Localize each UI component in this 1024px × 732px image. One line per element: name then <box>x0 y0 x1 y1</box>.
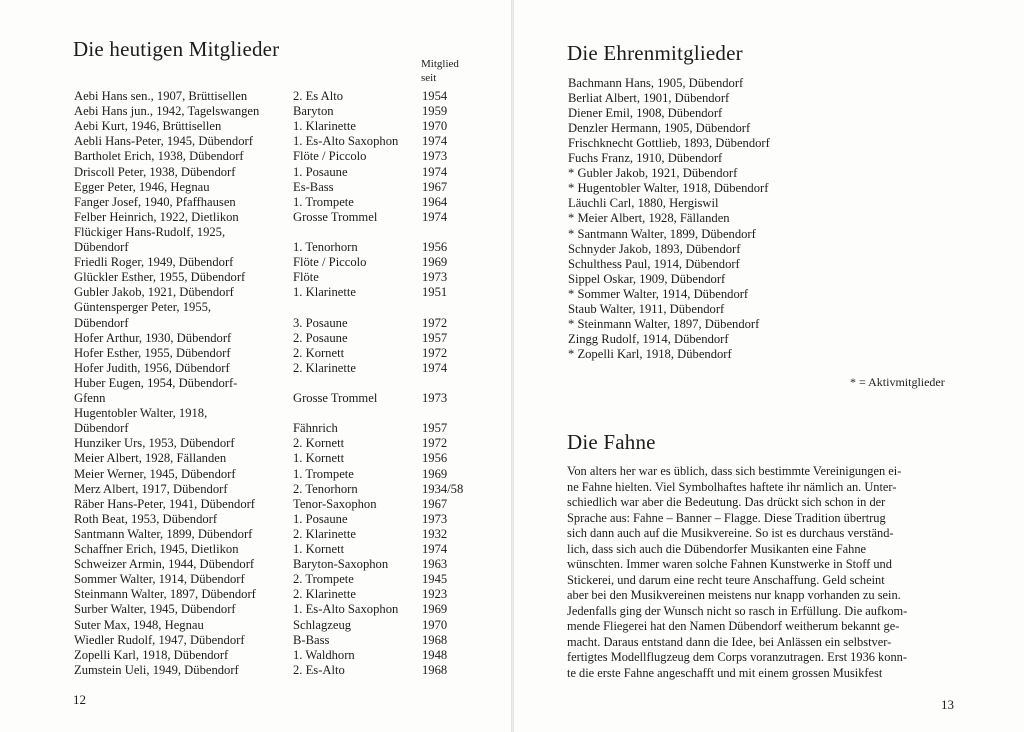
member-since: 1959 <box>422 104 448 119</box>
table-row <box>74 482 484 497</box>
member-instrument: 3. Posaune <box>293 315 348 330</box>
member-instrument: 1. Waldhorn <box>293 647 355 662</box>
list-item: Staub Walter, 1911, Dübendorf <box>568 301 725 316</box>
member-instrument: 1. Es-Alto Saxophon <box>293 134 399 149</box>
page-title: Die heutigen Mitglieder <box>73 37 280 61</box>
table-row <box>74 376 484 391</box>
paragraph-line: mende Fliegerei hat den Namen Dübendorf weitherum bekannt ge- <box>567 619 900 633</box>
member-since: 1956 <box>422 240 448 254</box>
paragraph-line: Jedenfalls ging der Wunsch nicht so rasch in Erfüllung. Die aufkom- <box>567 603 908 618</box>
member-since: 1973 <box>422 391 448 405</box>
table-row <box>74 467 484 482</box>
member-name: Zumstein Ueli, 1949, Dübendorf <box>74 662 239 677</box>
member-instrument: 2. Klarinette <box>293 526 356 541</box>
member-name: Felber Heinrich, 1922, Dietlikon <box>74 209 239 224</box>
table-row <box>74 633 484 648</box>
member-name: Güntensperger Peter, 1955, <box>74 300 212 315</box>
member-name: Aebli Hans-Peter, 1945, Dübendorf <box>74 134 253 149</box>
member-instrument: 2. Klarinette <box>293 360 356 375</box>
member-name: Suter Max, 1948, Hegnau <box>74 617 204 632</box>
member-since: 1969 <box>422 602 448 617</box>
member-since: 1974 <box>422 542 448 556</box>
member-since: 1973 <box>422 270 448 285</box>
list-item: * Hugentobler Walter, 1918, Dübendorf <box>568 181 769 196</box>
member-name: Santmann Walter, 1899, Dübendorf <box>74 526 253 541</box>
member-since: 1945 <box>422 572 448 587</box>
member-instrument: Baryton-Saxophon <box>293 557 389 572</box>
list-item: Frischknecht Gottlieb, 1893, Dübendorf <box>568 136 770 151</box>
member-since: 1956 <box>422 451 448 466</box>
member-name: Meier Werner, 1945, Dübendorf <box>74 466 236 481</box>
table-row <box>74 210 484 225</box>
table-row <box>74 587 484 602</box>
table-row <box>74 89 484 104</box>
member-name: Zopelli Karl, 1918, Dübendorf <box>74 647 229 662</box>
member-since: 1973 <box>422 149 448 164</box>
member-name: Dübendorf <box>74 315 129 330</box>
column-header-member-since <box>421 57 459 85</box>
member-name: Huber Eugen, 1954, Dübendorf- <box>74 375 238 390</box>
member-since: 1974 <box>422 134 448 149</box>
member-instrument: 1. Trompete <box>293 466 354 481</box>
member-since: 1963 <box>422 557 448 572</box>
list-item: Denzler Hermann, 1905, Dübendorf <box>568 121 751 136</box>
member-name: Wiedler Rudolf, 1947, Dübendorf <box>74 632 245 647</box>
member-name: Gubler Jakob, 1921, Dübendorf <box>74 285 234 300</box>
member-instrument: Flöte <box>293 270 319 285</box>
table-row <box>74 557 484 572</box>
table-row <box>74 165 484 180</box>
page-number: 12 <box>73 692 86 707</box>
table-row <box>74 300 484 315</box>
member-name: Surber Walter, 1945, Dübendorf <box>74 602 236 617</box>
member-name: Gfenn <box>74 391 106 405</box>
list-item: * Zopelli Karl, 1918, Dübendorf <box>568 346 732 361</box>
member-since: 1970 <box>422 617 448 632</box>
member-name: Sommer Walter, 1914, Dübendorf <box>74 572 245 587</box>
member-since: 1968 <box>422 632 448 647</box>
paragraph-line: lich, dass sich auch die Dübendorfer Musikanten eine Fahne <box>567 541 867 556</box>
member-name: Hofer Esther, 1955, Dübendorf <box>74 345 231 360</box>
table-row <box>74 618 484 633</box>
paragraph-line: Von alters her war es üblich, dass sich bestimmte Vereinigungen ei- <box>567 464 902 478</box>
table-row <box>74 391 484 406</box>
paragraph-line: te die erste Fahne angeschafft und mit einem grossen Musikfest <box>567 665 883 680</box>
member-name: Schweizer Armin, 1944, Dübendorf <box>74 557 255 572</box>
paragraph-line: ne Fahne hielten. Viel Symbolhaftes haftete ihr nämlich an. Unter- <box>567 479 897 494</box>
member-since: 1972 <box>422 315 448 330</box>
member-instrument: Baryton <box>293 104 334 119</box>
member-instrument: 1. Posaune <box>293 164 348 179</box>
member-instrument: B-Bass <box>293 632 330 647</box>
member-instrument: 2. Tenorhorn <box>293 481 358 496</box>
table-row <box>74 512 484 527</box>
member-name: Hugentobler Walter, 1918, <box>74 406 208 421</box>
member-instrument: 2. Trompete <box>293 572 354 587</box>
member-instrument: Tenor-Saxophon <box>293 496 377 511</box>
member-since: 1974 <box>422 164 448 179</box>
member-name: Räber Hans-Peter, 1941, Dübendorf <box>74 496 256 511</box>
member-name: Aebi Kurt, 1946, Brüttisellen <box>74 119 222 134</box>
list-item: Berliat Albert, 1901, Dübendorf <box>568 91 730 106</box>
section-title: Die Fahne <box>567 430 656 454</box>
member-since: 1974 <box>422 209 448 224</box>
paragraph-line: Sprache aus: Fahne – Banner – Flagge. Diese Tradition übertrug <box>567 510 886 525</box>
table-row <box>74 331 484 346</box>
member-name: Dübendorf <box>74 240 129 254</box>
member-instrument: 1. Kornett <box>293 542 345 556</box>
member-since: 1923 <box>422 587 448 602</box>
member-since: 1970 <box>422 119 448 134</box>
member-name: Dübendorf <box>74 421 129 436</box>
member-name: Hunziker Urs, 1953, Dübendorf <box>74 436 235 451</box>
list-item: * Santmann Walter, 1899, Dübendorf <box>568 226 756 241</box>
footnote: * = Aktivmitglieder <box>850 375 945 389</box>
table-row <box>74 119 484 134</box>
member-name: Merz Albert, 1917, Dübendorf <box>74 481 228 496</box>
table-row <box>74 270 484 285</box>
member-name: Glückler Esther, 1955, Dübendorf <box>74 270 246 285</box>
table-row <box>74 316 484 331</box>
table-row <box>74 180 484 195</box>
member-since: 1968 <box>422 662 448 677</box>
table-row <box>74 406 484 421</box>
member-since: 1934/58 <box>422 481 464 496</box>
table-row <box>74 572 484 587</box>
member-instrument: 2. Kornett <box>293 345 345 360</box>
member-instrument: 1. Klarinette <box>293 119 356 134</box>
table-row <box>74 451 484 466</box>
table-row <box>74 134 484 149</box>
table-row <box>74 104 484 119</box>
member-since: 1969 <box>422 255 448 270</box>
list-item: Bachmann Hans, 1905, Dübendorf <box>568 76 744 90</box>
list-item: * Gubler Jakob, 1921, Dübendorf <box>568 166 738 181</box>
list-item: Sippel Oskar, 1909, Dübendorf <box>568 271 726 286</box>
member-since: 1974 <box>422 360 448 375</box>
paragraph-line: sich dann auch auf die Musikvereine. So ist es durchaus verständ- <box>567 526 894 540</box>
member-instrument: 1. Trompete <box>293 194 354 209</box>
table-row <box>74 527 484 542</box>
paragraph-line: schiedlich war aber die Bedeutung. Das drückt sich schon in der <box>567 495 886 509</box>
member-name: Steinmann Walter, 1897, Dübendorf <box>74 587 256 602</box>
list-item: Diener Emil, 1908, Dübendorf <box>568 106 723 121</box>
list-item: Zingg Rudolf, 1914, Dübendorf <box>568 331 729 346</box>
list-item: * Steinmann Walter, 1897, Dübendorf <box>568 316 760 331</box>
table-row <box>74 346 484 361</box>
member-name: Flückiger Hans-Rudolf, 1925, <box>74 224 226 239</box>
member-instrument: Flöte / Piccolo <box>293 149 367 164</box>
table-row <box>74 361 484 376</box>
member-instrument: 1. Klarinette <box>293 285 356 300</box>
list-item: * Meier Albert, 1928, Fällanden <box>568 211 730 226</box>
member-instrument: 1. Tenorhorn <box>293 240 358 254</box>
table-row <box>74 255 484 270</box>
table-row <box>74 240 484 255</box>
member-instrument: 2. Es-Alto <box>293 662 345 677</box>
paragraph-line: aber bei den Musikvereinen meistens nur knapp vorhanden zu sein. <box>567 588 901 602</box>
list-item: Schulthess Paul, 1914, Dübendorf <box>568 256 740 271</box>
list-item: * Sommer Walter, 1914, Dübendorf <box>568 286 749 301</box>
member-instrument: Es-Bass <box>293 179 334 194</box>
page-number: 13 <box>941 697 954 712</box>
paragraph-line: wünschten. Immer waren solche Fahnen Kunstwerke in Stoff und <box>567 557 892 571</box>
table-row <box>74 225 484 240</box>
page-title: Die Ehrenmitglieder <box>567 41 743 65</box>
member-since: 1951 <box>422 285 448 300</box>
member-since: 1957 <box>422 421 448 436</box>
member-since: 1973 <box>422 511 448 526</box>
paragraph-line: Stickerei, und darum eine recht teure Anschaffung. Geld scheint <box>567 572 885 587</box>
member-name: Egger Peter, 1946, Hegnau <box>74 179 210 194</box>
member-name: Aebi Hans jun., 1942, Tagelswangen <box>74 104 260 119</box>
member-instrument: Grosse Trommel <box>293 209 378 224</box>
member-since: 1967 <box>422 179 448 194</box>
member-name: Driscoll Peter, 1938, Dübendorf <box>74 164 236 179</box>
member-since: 1972 <box>422 345 448 360</box>
member-instrument: 1. Posaune <box>293 511 348 526</box>
member-instrument: 2. Es Alto <box>293 89 344 103</box>
member-instrument: 2. Posaune <box>293 330 348 345</box>
member-name: Meier Albert, 1928, Fällanden <box>74 451 227 466</box>
member-name: Friedli Roger, 1949, Dübendorf <box>74 255 234 270</box>
member-name: Hofer Judith, 1956, Dübendorf <box>74 360 230 375</box>
member-name: Schaffner Erich, 1945, Dietlikon <box>74 542 239 556</box>
table-row <box>74 497 484 512</box>
member-since: 1967 <box>422 496 448 511</box>
column-header-line: Mitglied <box>421 58 459 70</box>
member-name: Aebi Hans sen., 1907, Brüttisellen <box>74 89 248 103</box>
member-instrument: 2. Kornett <box>293 436 345 451</box>
member-since: 1932 <box>422 526 448 541</box>
member-since: 1972 <box>422 436 448 451</box>
table-row <box>74 421 484 436</box>
member-instrument: Schlagzeug <box>293 617 352 632</box>
member-since: 1948 <box>422 647 448 662</box>
table-row <box>74 149 484 164</box>
member-instrument: 1. Es-Alto Saxophon <box>293 602 399 617</box>
table-row <box>74 663 484 678</box>
table-row <box>74 436 484 451</box>
table-row <box>74 602 484 617</box>
member-since: 1954 <box>422 89 448 103</box>
column-header-line: seit <box>421 72 437 84</box>
table-row <box>74 648 484 663</box>
member-instrument: Fähnrich <box>293 421 338 436</box>
member-since: 1969 <box>422 466 448 481</box>
table-row <box>74 285 484 300</box>
list-item: Schnyder Jakob, 1893, Dübendorf <box>568 241 741 256</box>
table-row <box>74 195 484 210</box>
member-instrument: 2. Klarinette <box>293 587 356 602</box>
member-instrument: Grosse Trommel <box>293 391 378 405</box>
member-name: Hofer Arthur, 1930, Dübendorf <box>74 330 232 345</box>
paragraph-line: fertigtes Modellflugzeug dem Corps voranzutragen. Erst 1936 konn- <box>567 650 907 664</box>
paragraph-line: macht. Daraus entstand dann die Idee, bei Anlässen ein selbstver- <box>567 634 892 649</box>
member-since: 1964 <box>422 194 448 209</box>
table-row <box>74 542 484 557</box>
flag-paragraph <box>567 464 958 681</box>
member-name: Fanger Josef, 1940, Pfaffhausen <box>74 194 236 209</box>
member-instrument: 1. Kornett <box>293 451 345 466</box>
member-name: Roth Beat, 1953, Dübendorf <box>74 511 218 526</box>
member-instrument: Flöte / Piccolo <box>293 255 367 270</box>
member-since: 1957 <box>422 330 448 345</box>
list-item: Läuchli Carl, 1880, Hergiswil <box>568 196 719 211</box>
list-item: Fuchs Franz, 1910, Dübendorf <box>568 151 723 166</box>
member-name: Bartholet Erich, 1938, Dübendorf <box>74 149 244 164</box>
